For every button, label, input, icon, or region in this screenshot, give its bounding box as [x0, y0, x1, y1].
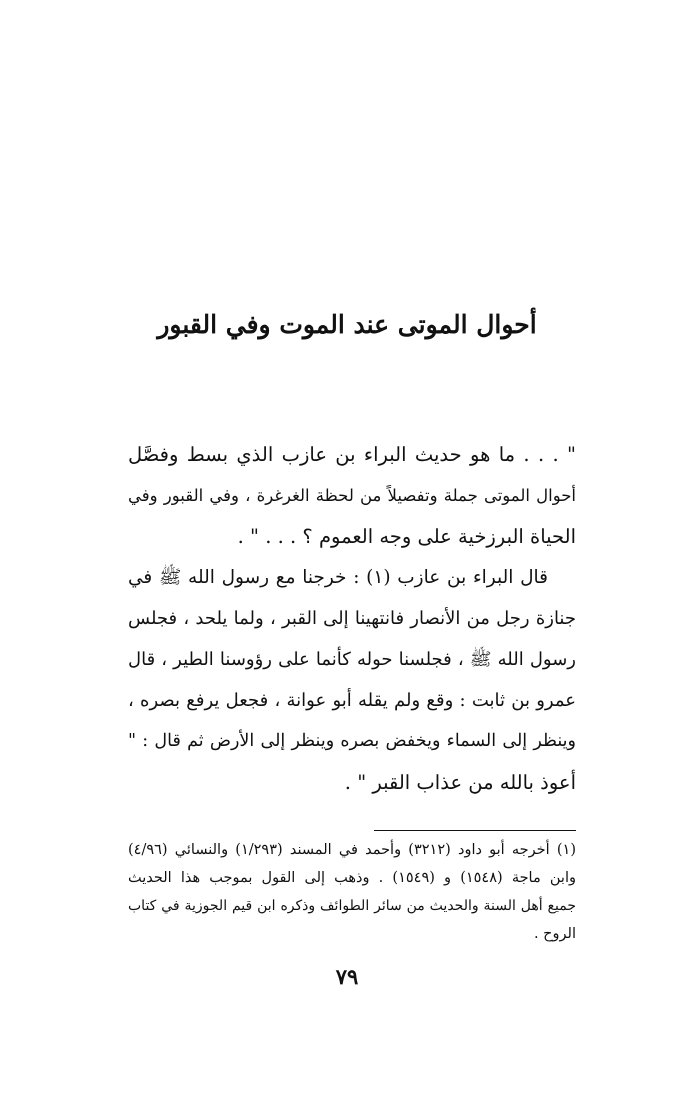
body-line: أعوذ بالله من عذاب القبر " .	[344, 771, 576, 794]
body-line: " . . . ما هو حديث البراء بن عازب الذي بسط وفصَّل	[128, 443, 576, 466]
footnote-separator	[374, 830, 576, 831]
body-line: رسول الله ﷺ ، فجلسنا حوله كأنما على رؤوسنا الطير ، قال	[128, 649, 576, 670]
body-line: جنازة رجل من الأنصار فانتهينا إلى القبر ، ولما يلحد ، فجلس	[128, 608, 576, 629]
body-text	[128, 434, 576, 803]
body-line: أحوال الموتى جملة وتفصيلاً من لحظة الغرغرة ، وفي القبور وفي	[128, 486, 576, 505]
footnotes	[128, 836, 576, 948]
body-line: قال البراء بن عازب (١) : خرجنا مع رسول الله ﷺ في	[128, 567, 548, 588]
footnote-line: وابن ماجة (١٥٤٨) و (١٥٤٩) . وذهب إلى القول بموجب هذا الحديث	[128, 870, 576, 886]
footnote-line: الروح .	[533, 926, 576, 942]
footnote-line: جميع أهل السنة والحديث من سائر الطوائف وذكره ابن قيم الجوزية في كتاب	[128, 898, 576, 914]
page-number: ٧٩	[335, 964, 359, 989]
body-line: الحياة البرزخية على وجه العموم ؟ . . . " .	[237, 525, 576, 548]
body-line: وينظر إلى السماء ويخفض بصره وينظر إلى الأرض ثم قال : "	[128, 731, 576, 751]
chapter-title: أحوال الموتى عند الموت وفي القبور	[157, 310, 537, 339]
footnote-line: (١) أخرجه أبو داود (٣٢١٢) وأحمد في المسند (١/٢٩٣) والنسائي (٤/٩٦)	[128, 842, 576, 858]
body-line: عمرو بن ثابت : وقع ولم يقله أبو عوانة ، فجعل يرفع بصره ،	[128, 690, 576, 711]
